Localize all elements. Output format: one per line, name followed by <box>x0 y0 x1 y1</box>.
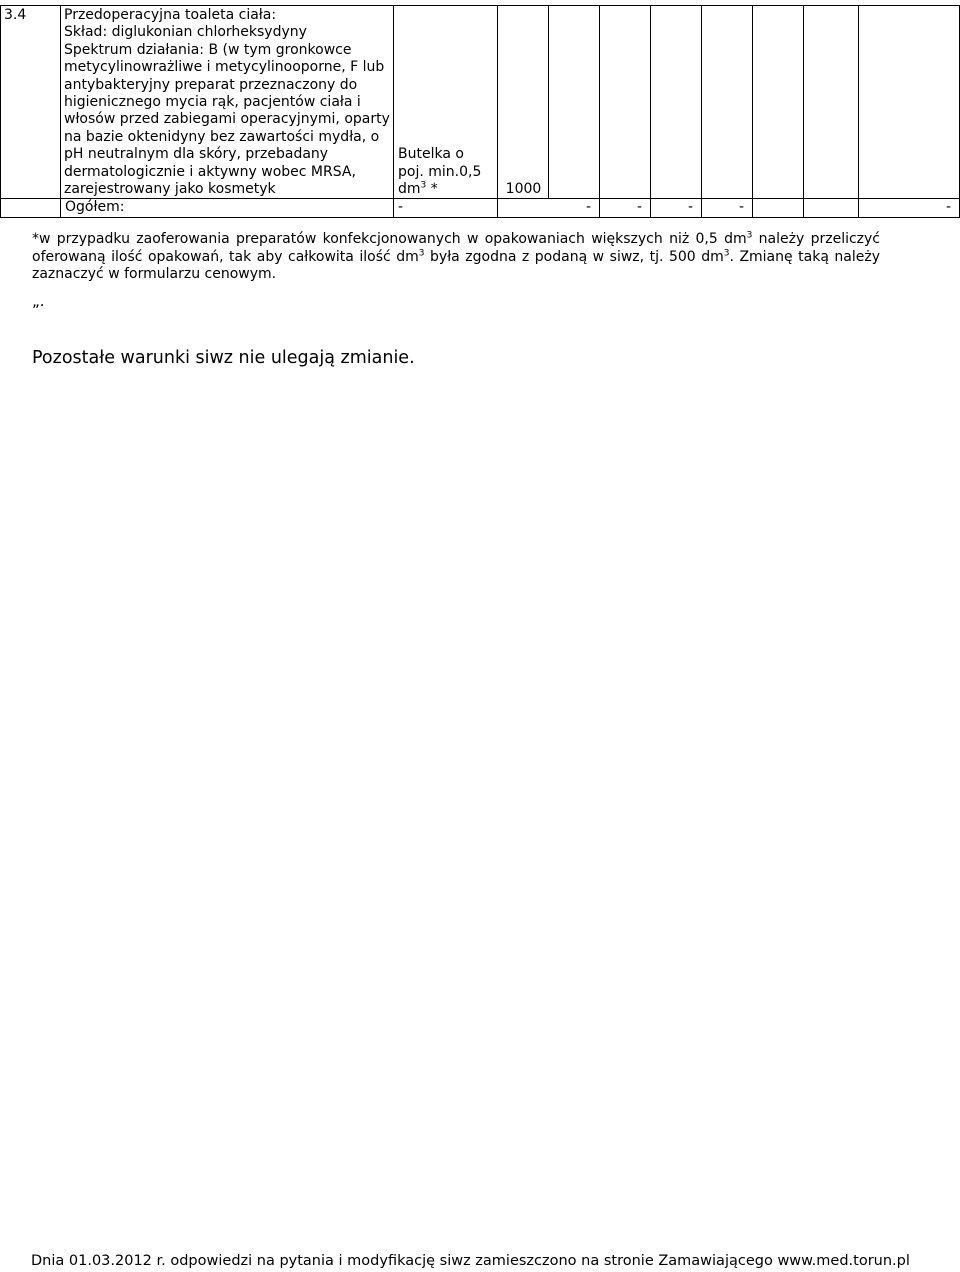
footnote-superscript: 3 <box>418 247 425 258</box>
empty-cell <box>804 199 859 217</box>
pricing-table <box>0 5 960 218</box>
unit-line: poj. min.0,5 <box>398 163 482 180</box>
item-unit <box>394 6 498 199</box>
empty-cell <box>753 199 804 217</box>
empty-cell <box>859 6 960 199</box>
unit-text: dm <box>398 181 421 198</box>
description-line: Skład: diglukonian chlorheksydyny <box>64 24 307 41</box>
description-line: włosów przed zabiegami operacyjnymi, oparty <box>64 111 390 128</box>
empty-cell <box>600 6 651 199</box>
footnote-text: oferowaną ilość opakowań, tak aby całkowita ilość dm <box>32 248 419 265</box>
footnote-line: zaznaczyć w formularzu cenowym. <box>32 266 277 282</box>
total-dash: - <box>600 199 651 217</box>
item-number: 3.4 <box>1 6 61 199</box>
total-row <box>1 199 960 217</box>
footnote-line <box>32 231 880 249</box>
remark-text: Pozostałe warunki siwz nie ulegają zmianie. <box>32 348 415 368</box>
empty-cell <box>1 199 61 217</box>
footnote <box>32 231 880 284</box>
footnote-text: . Zmianę taką należy <box>729 248 881 265</box>
description-line: pH neutralnym dla skóry, przebadany <box>64 146 329 163</box>
unit-asterisk: * <box>426 181 438 198</box>
description-line: higienicznego mycia rąk, pacjentów ciała i <box>64 94 361 111</box>
description-line: antybakteryjny preparat przeznaczony do <box>64 76 358 93</box>
footnote-text: była zgodna z podaną w siwz, tj. 500 dm <box>424 248 724 265</box>
description-line: dermatologicznie i aktywny wobec MRSA, <box>64 163 356 180</box>
unit-superscript: 3 <box>420 180 427 191</box>
empty-cell <box>804 6 859 199</box>
description-line: metycylinowrażliwe i metycylinooporne, F lub <box>64 59 385 76</box>
footnote-superscript: 3 <box>746 230 753 241</box>
item-quantity: 1000 <box>498 6 549 199</box>
footnote-line <box>32 249 880 267</box>
footnote-superscript: 3 <box>723 247 730 258</box>
footnote-text: *w przypadku zaoferowania preparatów konfekcjonowanych w opakowaniach większych niż 0,5 dm <box>32 231 747 247</box>
empty-cell <box>702 6 753 199</box>
description-line: zarejestrowany jako kosmetyk <box>64 181 276 198</box>
description-line: na bazie oktenidyny bez zawartości mydła, o <box>64 128 380 145</box>
empty-cell <box>651 6 702 199</box>
table-row <box>1 6 960 199</box>
total-dash: - <box>859 199 960 217</box>
unit-line: Butelka o <box>398 146 464 163</box>
empty-cell <box>549 6 600 199</box>
closing-quote: „. <box>32 292 45 310</box>
total-dash: - <box>394 199 498 217</box>
total-dash: - <box>651 199 702 217</box>
description-line: Przedoperacyjna toaleta ciała: <box>64 7 277 23</box>
footnote-text: należy przeliczyć <box>752 231 881 247</box>
description-line: Spektrum działania: B (w tym gronkowce <box>64 41 352 58</box>
total-dash: - <box>702 199 753 217</box>
total-label: Ogółem: <box>61 199 394 217</box>
empty-cell <box>753 6 804 199</box>
page-footer: Dnia 01.03.2012 r. odpowiedzi na pytania i modyfikację siwz zamieszczono na stronie Zamawiającego www.med.torun.pl <box>31 1253 910 1269</box>
unit-line <box>398 181 494 198</box>
total-dash: - <box>498 199 600 217</box>
item-description <box>61 6 394 199</box>
